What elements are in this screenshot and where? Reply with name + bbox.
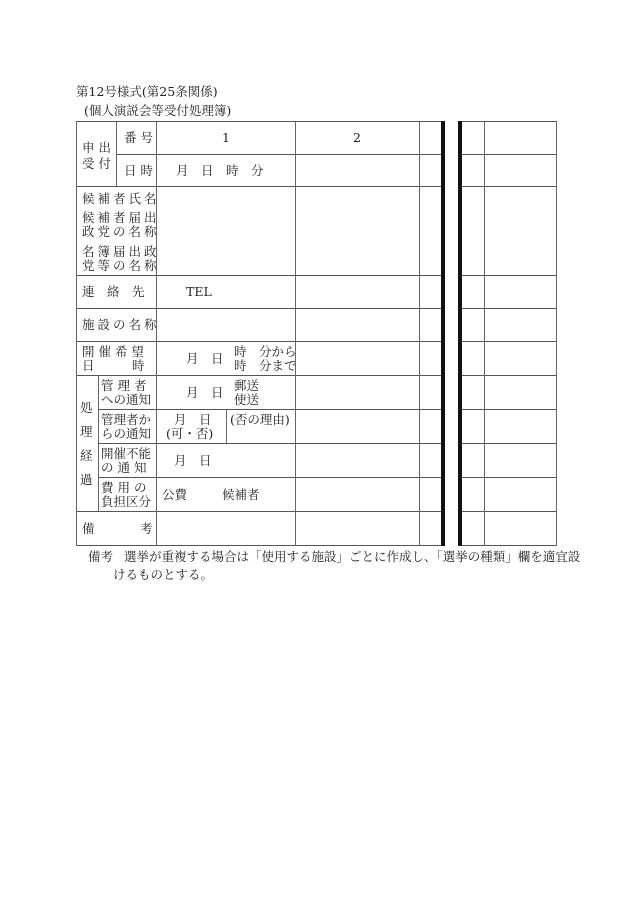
- desired-date-label-1: 開 催 希 望: [82, 344, 144, 359]
- from-manager-approval: (可・否): [166, 426, 214, 441]
- table-top-border: [76, 121, 443, 122]
- row-line: [460, 308, 556, 309]
- row-line: [98, 477, 443, 478]
- row-line: [460, 511, 556, 512]
- party-name-label-2: 政党の名称: [82, 224, 160, 239]
- row-line: [460, 409, 556, 410]
- cancel-notice-label-2: の 通 知: [101, 460, 147, 475]
- number-col2: 2: [353, 130, 361, 145]
- row-line: [76, 511, 443, 512]
- table-bottom-border-right: [460, 545, 556, 546]
- party-name-label-1: 候補者届出: [82, 210, 160, 225]
- remarks-label: 備 考: [82, 521, 155, 536]
- note-prefix: 備考: [88, 549, 114, 564]
- break-line-left: [441, 121, 445, 546]
- contact-tel: TEL: [186, 284, 212, 299]
- row-line: [460, 341, 556, 342]
- number-label: 番 号: [124, 130, 153, 145]
- row-line: [460, 477, 556, 478]
- notify-method-hand: 使送: [234, 392, 260, 407]
- row-line: [98, 443, 443, 444]
- process-group-char-2: 理: [80, 424, 93, 439]
- row-line: [76, 375, 443, 376]
- notify-manager-date: 月 日: [186, 385, 224, 400]
- col-line: [226, 409, 227, 443]
- desired-date-value: 月 日: [186, 351, 224, 366]
- note-line-2: けるものとする。: [113, 567, 214, 582]
- table-right-border: [556, 121, 557, 546]
- notify-method-mail: 郵送: [234, 378, 260, 393]
- cost-share-label-2: 負担区分: [101, 494, 152, 509]
- process-group-char-3: 経: [80, 448, 93, 463]
- cancel-notice-label-1: 開催不能: [101, 446, 152, 461]
- col-line: [295, 121, 296, 546]
- notify-manager-label-2: への通知: [101, 392, 152, 407]
- notify-manager-label-1: 管 理 者: [101, 378, 147, 393]
- desired-time-to: 時 分まで: [234, 358, 297, 373]
- cost-candidate: 候補者: [222, 487, 260, 502]
- note-line-1: 選挙が重複する場合は「使用する施設」ごとに作成し、「選挙の種類」欄を適宜設: [124, 549, 581, 564]
- from-manager-label-1: 管理者か: [101, 412, 152, 427]
- contact-label: 連 絡 先: [82, 284, 145, 299]
- col-line: [484, 121, 485, 546]
- row-line: [116, 154, 443, 155]
- break-line-right: [458, 121, 462, 546]
- facility-name-label: 施設の名称: [82, 317, 160, 332]
- col-line: [98, 375, 99, 511]
- datetime-value: 月 日 時 分: [176, 163, 264, 178]
- row-line: [460, 375, 556, 376]
- row-line: [76, 275, 443, 276]
- list-party-label-1: 名簿届出政: [82, 244, 160, 259]
- process-group-char-4: 過: [80, 472, 93, 487]
- table-left-border: [76, 121, 77, 546]
- cancel-notice-date: 月 日: [174, 453, 212, 468]
- row-line: [460, 186, 556, 187]
- apply-group-label-2: 受 付: [82, 156, 111, 171]
- row-line: [76, 186, 443, 187]
- datetime-label: 日 時: [124, 163, 153, 178]
- row-line: [76, 308, 443, 309]
- from-manager-date: 月 日: [174, 412, 212, 427]
- form-subtitle: (個人演説会等受付処理簿): [84, 103, 232, 118]
- cost-public: 公費: [162, 487, 188, 502]
- list-party-label-2: 党等の名称: [82, 258, 160, 273]
- col-line: [116, 121, 117, 186]
- col-line: [156, 121, 157, 546]
- number-col1: 1: [222, 130, 230, 145]
- row-line: [460, 275, 556, 276]
- candidate-name-label: 候補者氏名: [82, 191, 160, 206]
- row-line: [98, 409, 443, 410]
- desired-date-label-2: 日 時: [82, 358, 145, 373]
- table-bottom-border: [76, 545, 443, 546]
- apply-group-label-1: 申 出: [82, 140, 111, 155]
- row-line: [460, 443, 556, 444]
- form-title: 第12号様式(第25条関係): [76, 84, 218, 99]
- col-line: [419, 121, 420, 546]
- from-manager-label-2: らの通知: [101, 426, 152, 441]
- row-line: [76, 341, 443, 342]
- process-group-char-1: 処: [80, 400, 93, 415]
- refusal-reason-label: (否の理由): [230, 412, 290, 427]
- row-line: [460, 154, 556, 155]
- desired-time-from: 時 分から: [234, 344, 297, 359]
- table-top-border-right: [460, 121, 556, 122]
- cost-share-label-1: 費 用 の: [101, 480, 147, 495]
